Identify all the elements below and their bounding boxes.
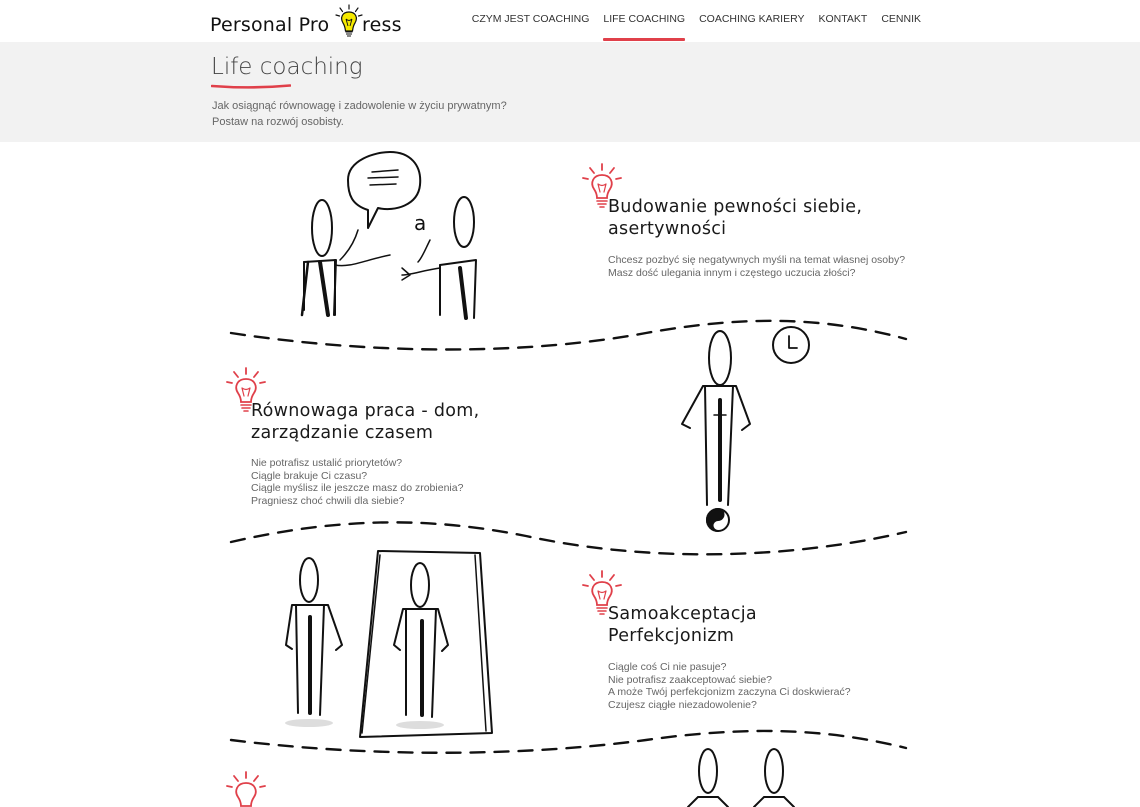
main-nav: [465, 0, 928, 42]
section-text-confidence: Chcesz pozbyć się negatywnych myśli na temat własnej osoby? Masz dość ulegania innym i częstego uczucia złości?: [608, 254, 906, 279]
title-underline: [211, 83, 291, 89]
hero-subtitle-line-1: Jak osiągnąć równowagę i zadowolenie w życiu prywatnym?: [212, 100, 507, 112]
mirror-illustration: [280, 545, 500, 740]
section-title-confidence: Budowanie pewności siebie, asertywności: [608, 197, 863, 239]
logo-text-part1: Personal Pro: [210, 14, 330, 36]
balance-illustration: [670, 320, 820, 545]
logo-text-part2: ress: [362, 14, 402, 36]
nav-item-coaching-kariery[interactable]: COACHING KARIERY: [699, 13, 805, 25]
clock-icon: [773, 327, 809, 363]
nav-item-cennik[interactable]: CENNIK: [881, 13, 921, 25]
nav-item-czym-jest-coaching[interactable]: CZYM JEST COACHING: [471, 13, 590, 25]
section-title-work-life-balance: Równowaga praca - dom, zarządzanie czasem: [251, 401, 480, 443]
site-header: [0, 0, 1140, 42]
two-people-illustration: [680, 745, 810, 807]
section-text-work-life-balance: Nie potrafisz ustalić priorytetów? Ciągle brakuje Ci czasu? Ciągle myślisz ile jeszcze masz do zrobienia? Pragniesz choć chwili dla siebie?: [251, 457, 464, 507]
page-title: Life coaching: [211, 54, 363, 80]
nav-item-kontakt[interactable]: KONTAKT: [818, 13, 868, 25]
hero-subtitle-line-2: Postaw na rozwój osobisty.: [212, 116, 344, 128]
svg-text:a: a: [414, 211, 427, 235]
logo[interactable]: [210, 4, 410, 40]
lightbulb-logo-icon: [334, 4, 364, 40]
section-title-self-acceptance: Samoakceptacja Perfekcjonizm: [608, 604, 757, 646]
nav-item-life-coaching[interactable]: LIFE COACHING: [596, 0, 692, 42]
page-hero: [0, 42, 1140, 142]
conversation-illustration: [290, 150, 490, 325]
section-text-self-acceptance: Ciągle coś Ci nie pasuje? Nie potrafisz zaakceptować siebie? A może Twój perfekcjonizm zaczyna Ci doskwierać? Czujesz ciągłe niezadowolenie?: [608, 661, 851, 711]
lightbulb-icon: [224, 770, 270, 807]
